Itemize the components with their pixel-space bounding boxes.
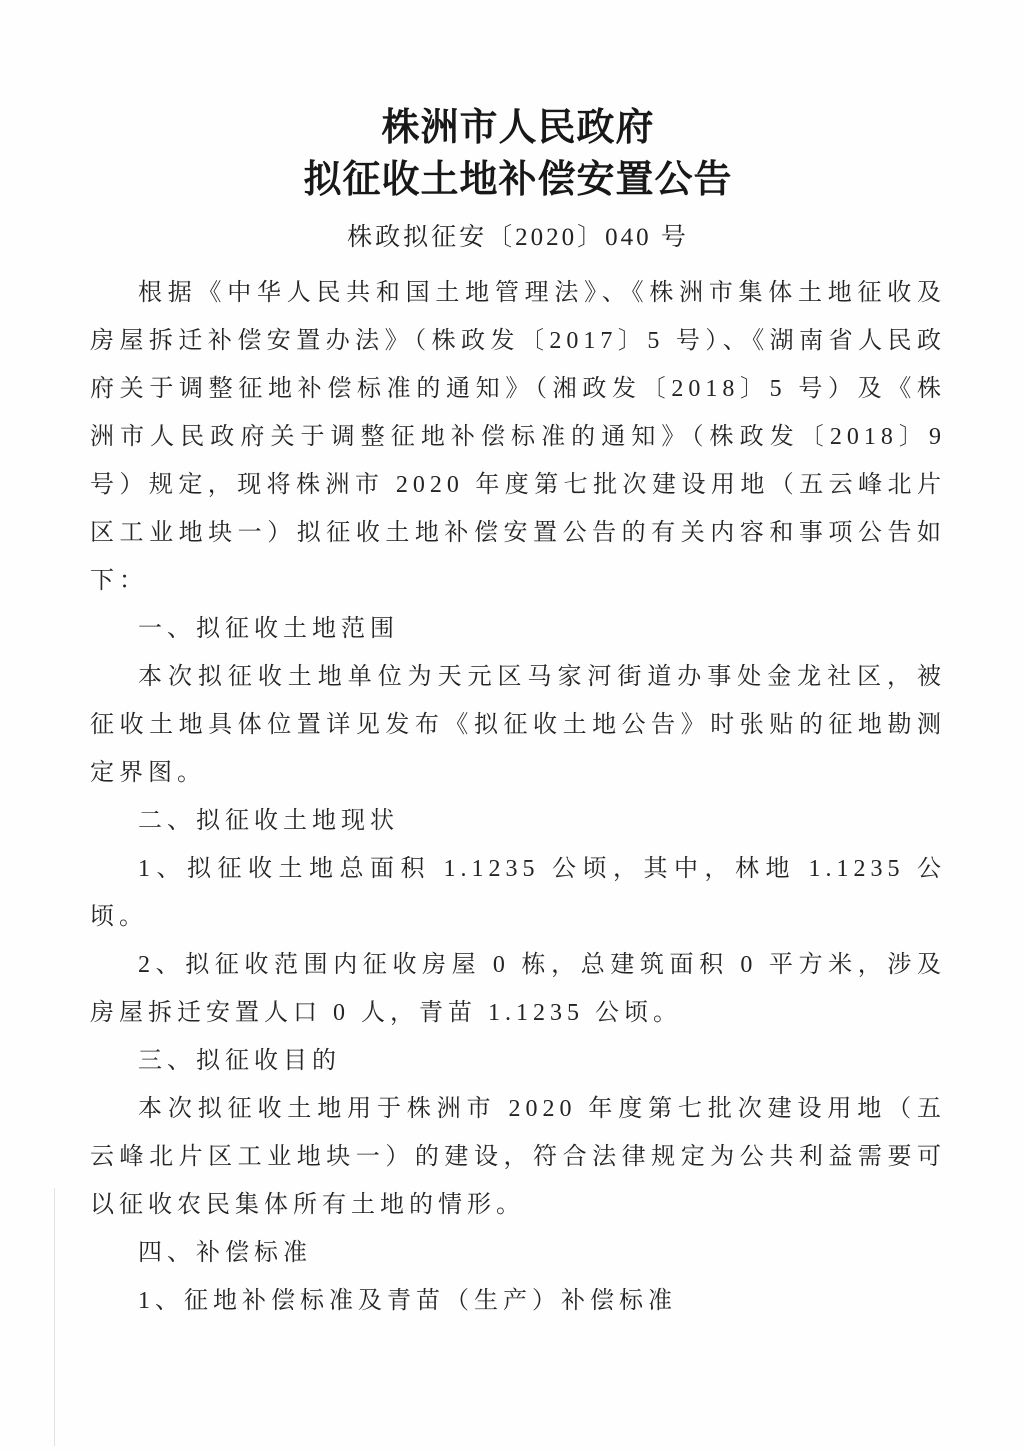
- document-body: [90, 269, 946, 1325]
- document-title-line-2: 拟征收土地补偿安置公告: [303, 159, 733, 201]
- document-title-line-1: 株洲市人民政府: [381, 107, 655, 149]
- section-heading: 三、拟征收目的: [138, 1048, 341, 1074]
- document-number: 株政拟征安〔2020〕040 号: [347, 224, 689, 251]
- paragraph: 根据《中华人民共和国土地管理法》、《株洲市集体土地征收及房屋拆迁补偿安置办法》（株政发〔2017〕5 号）、《湖南省人民政府关于调整征地补偿标准的通知》（湘政发〔2018〕5 号）及《株洲市人民政府关于调整征地补偿标准的通知》（株政发〔2018〕9 号）规定，现将株洲市 2020 年度第七批次建设用地（五云峰北片区工业地块一）拟征收土地补偿安置公告的有关内容和事项公告如下：: [90, 280, 946, 594]
- section-heading: 四、补偿标准: [138, 1240, 312, 1266]
- document-content: [90, 102, 946, 1325]
- paragraph: 1、拟征收土地总面积 1.1235 公顷，其中，林地 1.1235 公顷。: [90, 856, 946, 930]
- scan-artifact-line: [54, 1188, 55, 1446]
- paragraph: 2、拟征收范围内征收房屋 0 栋，总建筑面积 0 平方米，涉及房屋拆迁安置人口 0 人，青苗 1.1235 公顷。: [90, 952, 946, 1026]
- paragraph: 1、征地补偿标准及青苗（生产）补偿标准: [138, 1288, 677, 1314]
- section-heading: 一、拟征收土地范围: [138, 616, 399, 642]
- paragraph: 本次拟征收土地单位为天元区马家河街道办事处金龙社区，被征收土地具体位置详见发布《拟征收土地公告》时张贴的征地勘测定界图。: [90, 664, 946, 786]
- section-heading: 二、拟征收土地现状: [138, 808, 399, 834]
- paragraph: 本次拟征收土地用于株洲市 2020 年度第七批次建设用地（五云峰北片区工业地块一）的建设，符合法律规定为公共利益需要可以征收农民集体所有土地的情形。: [90, 1096, 946, 1218]
